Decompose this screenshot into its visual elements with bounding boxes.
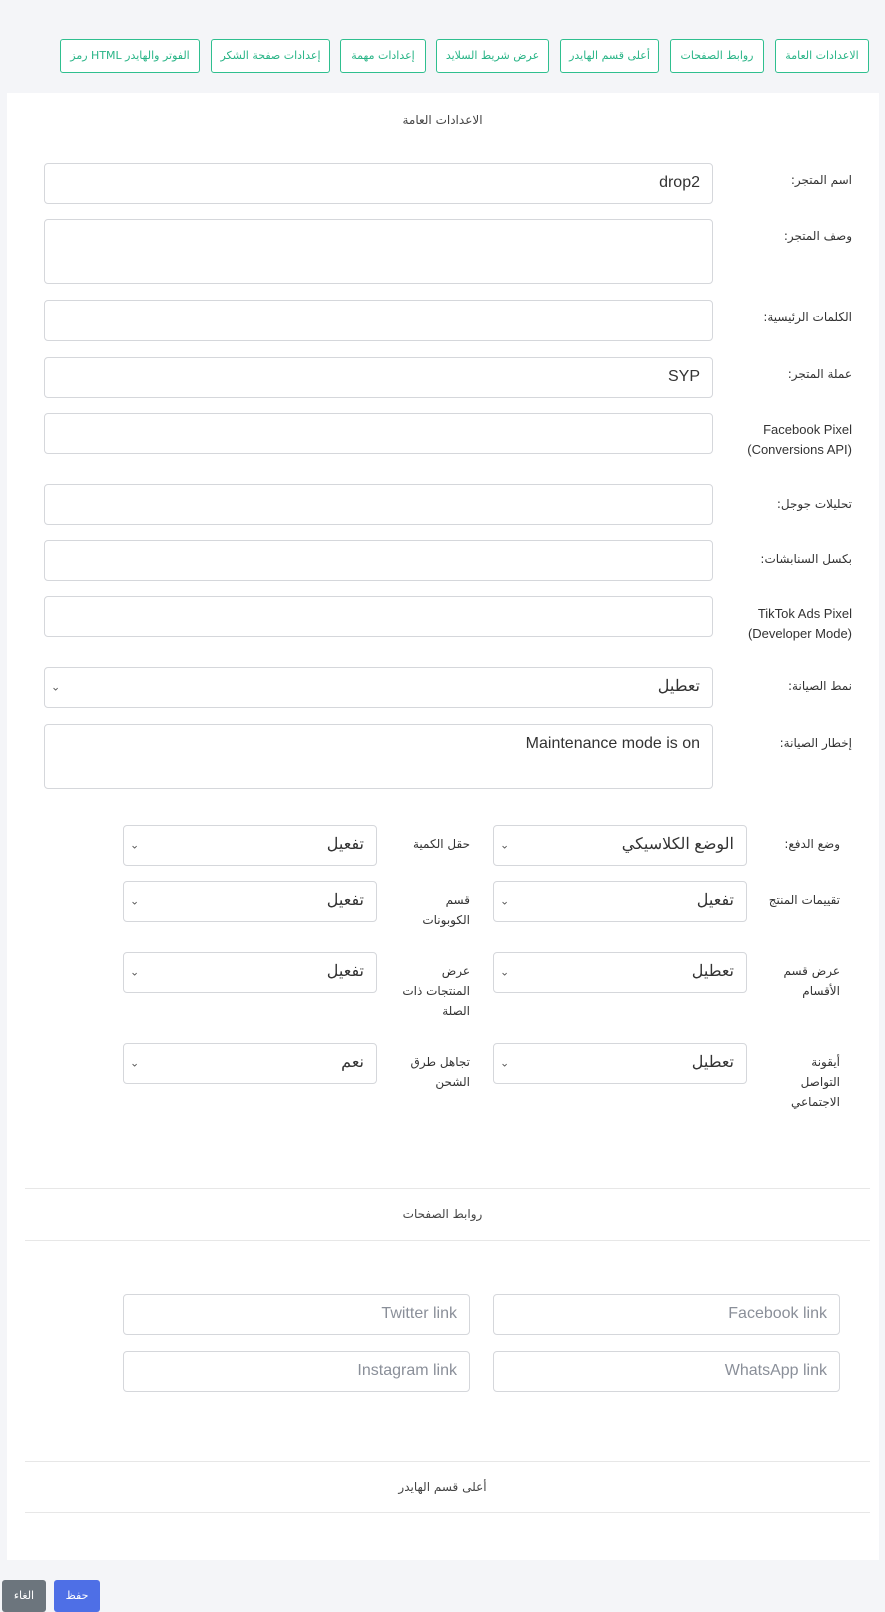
ignore-shipping-select[interactable]: نعم ⌄	[123, 1043, 377, 1084]
product-reviews-label: تقييمات المنتج	[768, 893, 840, 907]
related-label-line2: المنتجات ذات	[402, 984, 470, 998]
ignore-shipping-label-line2: الشحن	[435, 1075, 470, 1089]
instagram-link-input[interactable]: Instagram link	[123, 1351, 470, 1392]
related-label-line1: عرض	[441, 964, 470, 978]
chevron-down-icon: ⌄	[130, 895, 140, 907]
coupons-label	[422, 890, 470, 930]
quantity-field-select[interactable]: تفعيل ⌄	[123, 825, 377, 866]
tab-thank-you-page[interactable]: إعدادات صفحة الشكر	[211, 39, 330, 73]
facebook-link-input[interactable]: Facebook link	[493, 1294, 840, 1335]
chevron-down-icon: ⌄	[130, 839, 140, 851]
ignore-shipping-label	[411, 1052, 470, 1092]
categories-label-line2: الأقسام	[802, 984, 840, 998]
snapchat-pixel-label: بكسل السنابشات:	[760, 552, 852, 566]
coupons-label-line1: قسم	[445, 893, 470, 907]
social-icons-label	[791, 1052, 840, 1112]
related-products-select[interactable]: تفعيل ⌄	[123, 952, 377, 993]
store-name-label: اسم المتجر:	[790, 173, 852, 187]
related-products-label	[402, 961, 470, 1021]
social-label-line3: الاجتماعي	[791, 1095, 840, 1109]
related-label-line3: الصلة	[442, 1004, 470, 1018]
tab-header-top[interactable]: أعلى قسم الهايدر	[560, 39, 659, 73]
quantity-field-label: حقل الكمية	[413, 837, 470, 851]
header-top-title: أعلى قسم الهايدر	[398, 1480, 487, 1494]
chevron-down-icon: ⌄	[500, 895, 510, 907]
store-name-input[interactable]: drop2	[44, 163, 713, 204]
chevron-down-icon: ⌄	[130, 966, 140, 978]
chevron-down-icon: ⌄	[130, 1057, 140, 1069]
store-description-label: وصف المتجر:	[783, 229, 852, 243]
divider	[25, 1240, 870, 1241]
snapchat-pixel-input[interactable]	[44, 540, 713, 581]
tiktok-pixel-label-line2: (Developer Mode)	[747, 626, 852, 641]
tab-slider[interactable]: عرض شريط السلايد	[436, 39, 549, 73]
categories-display-select[interactable]: تعطيل ⌄	[493, 952, 747, 993]
chevron-down-icon: ⌄	[51, 681, 61, 693]
chevron-down-icon: ⌄	[500, 1057, 510, 1069]
google-analytics-input[interactable]	[44, 484, 713, 525]
maintenance-mode-label: نمط الصيانة:	[788, 679, 852, 693]
tiktok-pixel-label	[748, 604, 852, 644]
divider	[25, 1461, 870, 1462]
twitter-link-input[interactable]: Twitter link	[123, 1294, 470, 1335]
maintenance-message-textarea[interactable]: Maintenance mode is on	[44, 724, 713, 789]
currency-label: عملة المتجر:	[787, 367, 852, 381]
facebook-pixel-label-line1: Facebook Pixel	[763, 422, 852, 437]
facebook-pixel-input[interactable]	[44, 413, 713, 454]
cancel-button[interactable]: الغاء	[2, 1580, 46, 1612]
divider	[25, 1512, 870, 1513]
currency-input[interactable]: SYP	[44, 357, 713, 398]
payment-mode-select[interactable]: الوضع الكلاسيكي ⌄	[493, 825, 747, 866]
payment-mode-label: وضع الدفع:	[784, 837, 840, 851]
ignore-shipping-label-line1: تجاهل طرق	[410, 1055, 470, 1069]
coupons-select[interactable]: تفعيل ⌄	[123, 881, 377, 922]
page-links-title: روابط الصفحات	[402, 1207, 483, 1221]
divider	[25, 1188, 870, 1189]
save-button[interactable]: حفظ	[54, 1580, 100, 1612]
tab-important-settings[interactable]: إعدادات مهمة	[340, 39, 426, 73]
tab-page-links[interactable]: روابط الصفحات	[670, 39, 764, 73]
keywords-label: الكلمات الرئيسية:	[763, 310, 852, 324]
tab-general-settings[interactable]: الاعدادات العامة	[775, 39, 869, 73]
product-reviews-select[interactable]: تفعيل ⌄	[493, 881, 747, 922]
social-label-line1: أيقونة	[811, 1055, 840, 1069]
coupons-label-line2: الكوبونات	[422, 913, 470, 927]
chevron-down-icon: ⌄	[500, 966, 510, 978]
chevron-down-icon: ⌄	[500, 839, 510, 851]
facebook-pixel-label-line2: (Conversions API)	[747, 442, 852, 457]
categories-display-label	[783, 961, 840, 1001]
facebook-pixel-label	[747, 420, 852, 460]
maintenance-mode-select[interactable]: تعطيل ⌄	[44, 667, 713, 708]
tab-html-code[interactable]: رمز HTML الفوتر والهايدر	[60, 39, 200, 73]
google-analytics-label: تحليلات جوجل:	[776, 497, 852, 511]
general-settings-title: الاعدادات العامة	[402, 113, 483, 127]
social-icons-select[interactable]: تعطيل ⌄	[493, 1043, 747, 1084]
social-label-line2: التواصل	[800, 1075, 840, 1089]
tiktok-pixel-input[interactable]	[44, 596, 713, 637]
tiktok-pixel-label-line1: TikTok Ads Pixel	[757, 606, 852, 621]
store-description-textarea[interactable]	[44, 219, 713, 284]
keywords-input[interactable]	[44, 300, 713, 341]
categories-label-line1: عرض قسم	[783, 964, 840, 978]
maintenance-message-label: إخطار الصيانة:	[779, 736, 852, 750]
settings-tabs	[0, 39, 885, 75]
whatsapp-link-input[interactable]: WhatsApp link	[493, 1351, 840, 1392]
